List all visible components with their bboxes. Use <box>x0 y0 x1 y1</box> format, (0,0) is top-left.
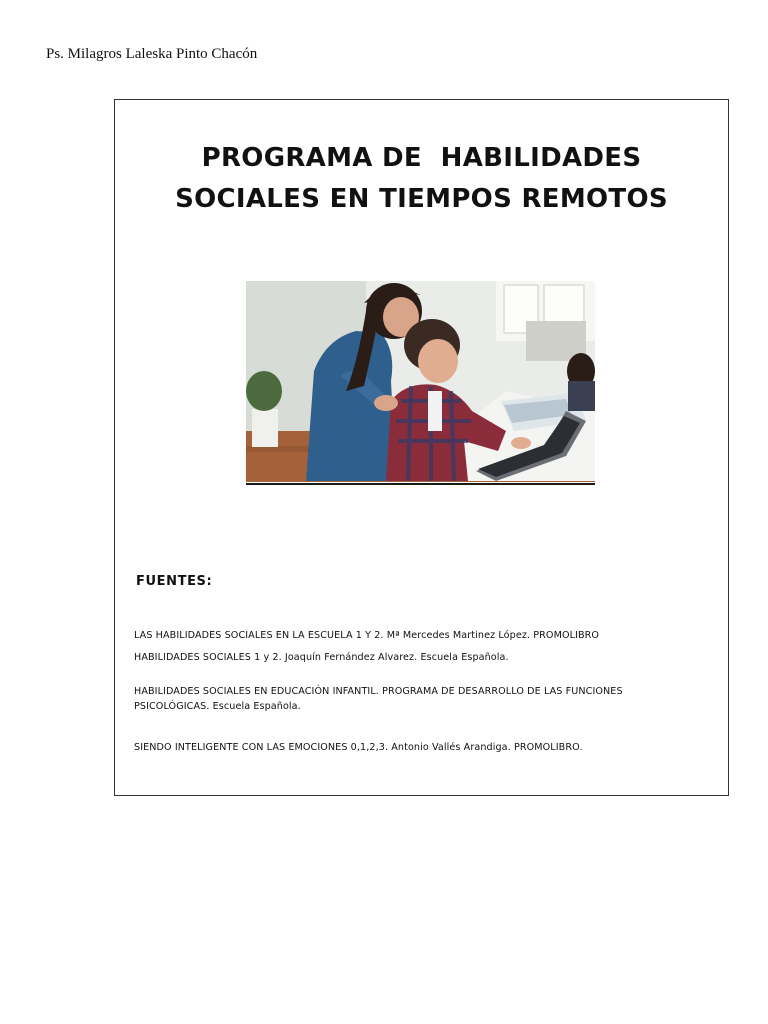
page-title <box>115 138 728 220</box>
photo-underline <box>246 483 595 485</box>
cover-frame <box>114 99 729 796</box>
title-line-2: SOCIALES EN TIEMPOS REMOTOS <box>175 184 668 214</box>
source-item: HABILIDADES SOCIALES 1 y 2. Joaquín Fernández Alvarez. Escuela Española. <box>134 652 509 663</box>
source-item: SIENDO INTELIGENTE CON LAS EMOCIONES 0,1,2,3. Antonio Vallés Arandiga. PROMOLIBRO. <box>134 742 583 753</box>
sources-heading: FUENTES: <box>136 574 213 589</box>
cover-photo <box>246 281 595 482</box>
author-name: Ps. Milagros Laleska Pinto Chacón <box>46 46 258 62</box>
title-line-1: PROGRAMA DE HABILIDADES <box>201 143 642 173</box>
photo-icon <box>246 281 595 482</box>
source-item: LAS HABILIDADES SOCIALES EN LA ESCUELA 1 Y 2. Mª Mercedes Martinez López. PROMOLIBRO <box>134 630 600 641</box>
source-item: HABILIDADES SOCIALES EN EDUCACIÓN INFANTIL. PROGRAMA DE DESARROLLO DE LAS FUNCIONES PSICOLÓGICAS. Escuela Española. <box>134 686 623 712</box>
